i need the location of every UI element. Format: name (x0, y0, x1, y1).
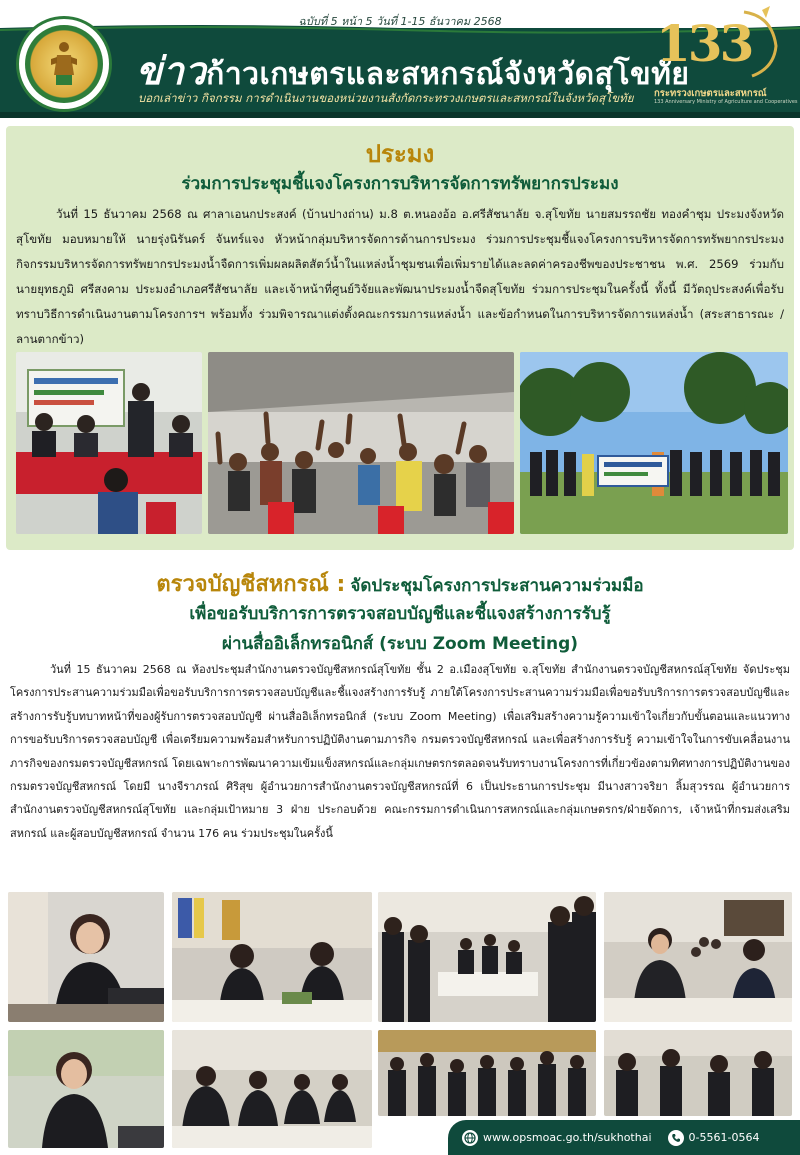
contact-footer (448, 1120, 800, 1155)
audit-heading-line2: เพื่อขอรับบริการการตรวจสอบบัญชีและชี้แจงสร้างการรับรู้ (189, 604, 611, 624)
globe-icon (462, 1130, 478, 1146)
audit-photo-director (8, 1030, 164, 1148)
audit-heading-text: จัดประชุมโครงการประสานความร่วมมือ (350, 576, 644, 596)
audit-body: วันที่ 15 ธันวาคม 2568 ณ ห้องประชุมสำนักงานตรวจบัญชีสหกรณ์สุโขทัย ชั้น 2 อ.เมืองสุโขทัย จ.สุโขทัย สำนักงานตรวจบัญชีสหกรณ์สุโขทัย จัดประชุมโครงการประสานความร่วมมือเพื่อขอรับบริการการตรวจสอบบัญชีและชี้แจงสร้างการรับรู้ ภายใต้โครงการประสานความร่วมมือเพื่อขอรับบริการการตรวจสอบบัญชีและสร้างการรับรู้บทบาทหน้าที่ของผู้รับการตรวจสอบบัญชี ผ่านสื่ออิเล็กทรอนิกส์ (ระบบ Zoom Meeting) เพื่อเสริมสร้างความรู้ความเข้าใจเกี่ยวกับขั้นตอนและแนวทางการขอรับบริการตรวจสอบบัญชี เพื่อเตรียมความพร้อมสำหรับการปฏิบัติงานตามภารกิจ กรมตรวจบัญชีสหกรณ์ และเพื่อสร้างการรับรู้ ความเข้าใจในการขับเคลื่อนงานภารกิจของกรมตรวจบัญชีสหกรณ์ โดยเฉพาะการพัฒนาความเข้มแข็งสหกรณ์และกลุ่มเกษตรกรตลอดจนรับทราบงานโครงการที่เกี่ยวข้องตามทิศทางการปฏิบัติงานของกรมตรวจบัญชีสหกรณ์ โดยมี นางจีราภรณ์ ศิริสุข ผู้อำนวยการสำนักงานตรวจบัญชีสหกรณ์ที่ 6 เป็นประธานการประชุม มีนางสาวจริยา ลิ้มสุวรรณ ผู้อำนวยการสำนักงานตรวจบัญชีสหกรณ์สุโขทัย และกลุ่มเป้าหมาย 3 ฝ่าย ประกอบด้วย คณะกรรมการดำเนินการสหกรณ์และกลุ่มเกษตรกร/ฝ่ายจัดการ, เจ้าหน้าที่กรมส่งเสริมสหกรณ์ และผู้สอบบัญชีสหกรณ์ จำนวน 176 คน ร่วมประชุมในครั้งนี้ (10, 663, 790, 840)
audit-photo-participants (604, 892, 792, 1022)
audit-photo-seated-group (604, 1030, 792, 1116)
fisheries-heading: ประมง (365, 140, 435, 168)
anniversary-number: 133 (656, 14, 752, 73)
phone-icon (668, 1130, 684, 1146)
fisheries-photo-group-banner (520, 352, 788, 534)
audit-photo-audience (378, 1030, 596, 1116)
fisheries-body: วันที่ 15 ธันวาคม 2568 ณ ศาลาเอนกประสงค์ (บ้านปางถ่าน) ม.8 ต.หนองอ้อ อ.ศรีสัชนาลัย จ.สุโขทัย นายสมรรถชัย ทองคำชุม ประมงจังหวัดสุโขทัย มอบหมายให้ นายรุ่งนิรันดร์ จันทร์แจง หัวหน้ากลุ่มบริหารจัดการด้านการประมง ร่วมการประชุมชี้แจงโครงการบริหารจัดการทรัพยากรประมง กิจกรรมบริหารจัดการทรัพยากรประมงน้ำจืดการเพิ่มผลผลิตสัตว์น้ำในแหล่งน้ำชุมชนเพื่อเพิ่มรายได้และลดค่าครองชีพของประชาชน พ.ศ. 2569 ร่วมกับ นายยุทธภูมิ ศรีสงคาม ประมงอำเภอศรีสัชนาลัย และเจ้าหน้าที่ศูนย์วิจัยและพัฒนาประมงน้ำจืดสุโขทัย ร่วมการประชุมในครั้งนี้ ทั้งนี้ มีวัตถุประสงค์เพื่อรับทราบวิธีการดำเนินงานตามโครงการฯ พร้อมทั้ง ร่วมพิจารณาแต่งตั้งคณะกรรมการแหล่งน้ำ และข้อกำหนดในการบริหารจัดการแหล่งน้ำ (สระสาธารณะ /ลานตากข้าว) (16, 207, 784, 346)
footer-phone[interactable] (668, 1130, 760, 1146)
title-rest: ก้าวเกษตรและสหกรณ์จังหวัดสุโขทัย (206, 57, 690, 92)
newsletter-subtitle: บอกเล่าข่าว กิจกรรม การดำเนินงานของหน่วยงานสังกัดกระทรวงเกษตรและสหกรณ์ในจังหวัดสุโขทัย (138, 91, 634, 105)
audit-photo-attendees (172, 1030, 372, 1148)
fisheries-photo-meeting-table (16, 352, 202, 534)
anniversary-logo (652, 6, 798, 106)
fisheries-photo-raising-hands (208, 352, 514, 534)
ministry-name: กระทรวงเกษตรและสหกรณ์ (654, 88, 767, 99)
anniversary-english: 133 Anniversary Ministry of Agriculture and Cooperatives (654, 99, 798, 105)
audit-heading-line1 (0, 566, 800, 601)
audit-photo-head-table (172, 892, 372, 1022)
fisheries-subheading: ร่วมการประชุมชี้แจงโครงการบริหารจัดการทรัพยากรประมง (181, 174, 619, 194)
title-prefix: ข่าว (136, 49, 207, 93)
website-url: www.opsmoac.go.th/sukhothai (483, 1131, 652, 1144)
fisheries-section (6, 126, 794, 550)
audit-agency-name: ตรวจบัญชีสหกรณ์ : (156, 572, 346, 597)
masthead (0, 0, 800, 118)
deity-figure-icon (47, 39, 81, 89)
phone-number: 0-5561-0564 (688, 1131, 760, 1144)
footer-website[interactable] (462, 1130, 652, 1146)
issue-info: ฉบับที่ 5 หน้า 5 วันที่ 1-15 ธันวาคม 2568 (298, 15, 502, 28)
ministry-logo (16, 16, 112, 112)
logo-emblem (25, 25, 103, 103)
audit-photo-chairperson (8, 892, 164, 1022)
audit-heading-line3: ผ่านสื่ออิเล็กทรอนิกส์ (ระบบ Zoom Meeting) (221, 634, 579, 654)
audit-photo-meeting-room (378, 892, 596, 1022)
